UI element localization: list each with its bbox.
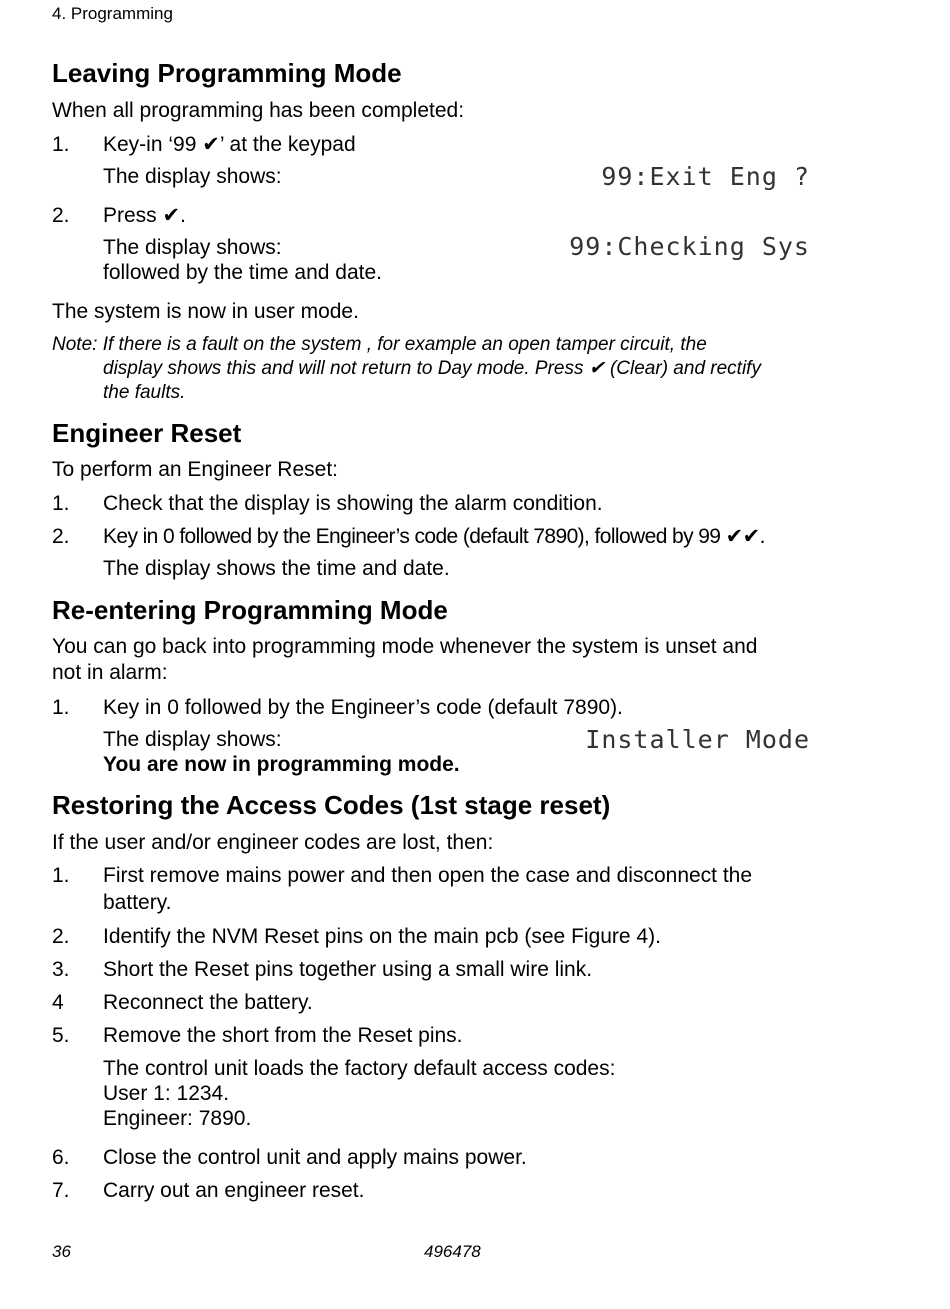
engineer-reset-step2-number: 2. (52, 525, 70, 548)
engineer-reset-step2-text: Key in 0 followed by the Engineer’s code (default 7890), followed by 99 ✔✔. (103, 525, 765, 548)
restoring-step3-number: 3. (52, 958, 70, 981)
engineer-reset-step1-text: Check that the display is showing the alarm condition. (103, 492, 603, 515)
reentering-result: You are now in programming mode. (103, 753, 460, 776)
restoring-step5-text: Remove the short from the Reset pins. (103, 1024, 463, 1047)
fault-note (52, 333, 822, 405)
restoring-step5-load: The control unit loads the factory default access codes: (103, 1057, 616, 1080)
restoring-intro: If the user and/or engineer codes are lost, then: (52, 831, 494, 854)
restoring-step3-text: Short the Reset pins together using a small wire link. (103, 958, 593, 981)
engineer-reset-step2-result: The display shows the time and date. (103, 557, 450, 580)
restoring-step1-number: 1. (52, 864, 70, 887)
leaving-intro: When all programming has been completed: (52, 99, 465, 122)
leaving-step1-number: 1. (52, 133, 70, 156)
reentering-display-label: The display shows: (103, 728, 282, 751)
leaving-step2-text: Press ✔. (103, 204, 186, 227)
lcd-checking-sys: 99:Checking Sys (569, 232, 810, 261)
restoring-step4-text: Reconnect the battery. (103, 991, 313, 1014)
reentering-intro-line1: You can go back into programming mode whenever the system is unset and (52, 635, 758, 658)
leaving-step1-display-label: The display shows: (103, 165, 282, 188)
lcd-exit-eng: 99:Exit Eng ? (601, 162, 810, 191)
restoring-step4-number: 4 (52, 991, 64, 1014)
restoring-step5-user-code: User 1: 1234. (103, 1082, 230, 1105)
leaving-step2-followed: followed by the time and date. (103, 261, 383, 284)
restoring-step2-text: Identify the NVM Reset pins on the main pcb (see Figure 4). (103, 925, 661, 948)
lcd-installer-mode: Installer Mode (585, 725, 810, 754)
reentering-step1-text: Key in 0 followed by the Engineer’s code (default 7890). (103, 696, 623, 719)
restoring-step7-number: 7. (52, 1179, 70, 1202)
section-title-engineer-reset: Engineer Reset (52, 418, 242, 448)
document-number: 496478 (424, 1242, 481, 1261)
restoring-step6-number: 6. (52, 1146, 70, 1169)
restoring-step1-line1: First remove mains power and then open the case and disconnect the (103, 864, 753, 887)
restoring-step2-number: 2. (52, 925, 70, 948)
leaving-step1-text: Key-in ‘99 ✔’ at the keypad (103, 133, 356, 156)
restoring-step1-line2: battery. (103, 891, 172, 914)
restoring-step5-number: 5. (52, 1024, 70, 1047)
running-header: 4. Programming (52, 4, 173, 23)
note-line-2: display shows this and will not return to Day mode. Press ✔ (Clear) and rectify (103, 358, 761, 379)
restoring-step5-engineer-code: Engineer: 7890. (103, 1107, 252, 1130)
page-number: 36 (52, 1242, 71, 1261)
leaving-step2-display-label: The display shows: (103, 236, 282, 259)
restoring-step7-text: Carry out an engineer reset. (103, 1179, 365, 1202)
engineer-reset-step1-number: 1. (52, 492, 70, 515)
leaving-step2-number: 2. (52, 204, 70, 227)
section-title-restoring: Restoring the Access Codes (1st stage reset) (52, 790, 611, 820)
section-title-leaving: Leaving Programming Mode (52, 58, 402, 88)
user-mode-statement: The system is now in user mode. (52, 300, 359, 323)
note-line-3: the faults. (103, 382, 186, 403)
section-title-reentering: Re-entering Programming Mode (52, 595, 448, 625)
note-line-1: Note: If there is a fault on the system , for example an open tamper circuit, the (52, 334, 707, 355)
reentering-step1-number: 1. (52, 696, 70, 719)
engineer-reset-intro: To perform an Engineer Reset: (52, 458, 338, 481)
reentering-intro-line2: not in alarm: (52, 661, 168, 684)
restoring-step6-text: Close the control unit and apply mains power. (103, 1146, 527, 1169)
